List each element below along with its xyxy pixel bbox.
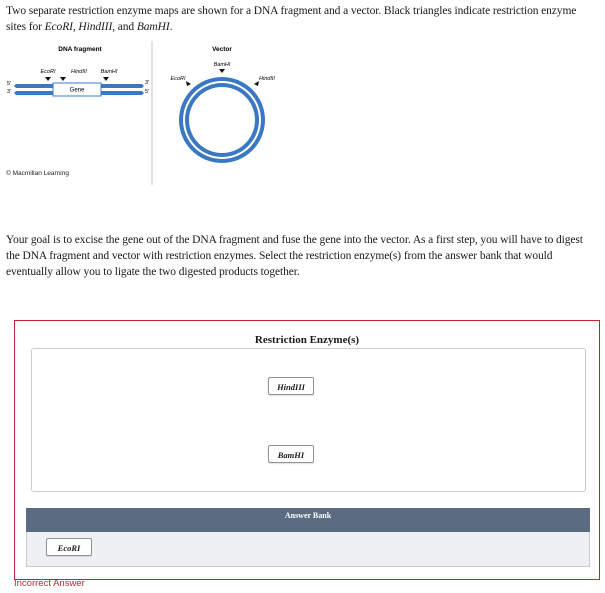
enzyme-name-ecori: EcoRI (44, 21, 73, 33)
question-goal: Your goal is to excise the gene out of the DNA fragment and fuse the gene into the vector. As a first step, you will have to digest the DNA fragment and vector with restriction enzymes. Select the restriction enzyme(s) from the answer bank that would eventually allow you to ligate the two digested products together. (6, 234, 583, 278)
answer-chip-bamhi[interactable]: BamHI (268, 445, 314, 463)
vector-plasmid-center (189, 87, 255, 153)
vector-title: Vector (212, 46, 232, 53)
bamhi-site-triangle (103, 77, 109, 81)
vector-ecori-label: EcoRI (170, 76, 186, 82)
figure-credit: © Macmillan Learning (6, 170, 69, 177)
enzyme-name-hindiii: HindIII (78, 21, 113, 33)
fragment-5prime-left: 5′ (7, 81, 12, 87)
fragment-5prime-right: 5′ (145, 89, 150, 95)
restriction-map-svg (0, 38, 300, 188)
ecori-site-triangle (45, 77, 51, 81)
answer-drop-zone[interactable] (31, 348, 586, 492)
vector-hindiii-label: HindIII (259, 76, 275, 82)
vector-bamhi-label: BamHI (213, 62, 231, 68)
answer-bank-header: Answer Bank (26, 508, 590, 532)
restriction-map-figure (0, 38, 300, 188)
fragment-3prime-right: 3′ (145, 80, 150, 86)
answer-panel (14, 320, 600, 580)
hindiii-site-triangle (60, 77, 66, 81)
fragment-3prime-left: 3′ (7, 89, 12, 95)
feedback-incorrect: Incorrect Answer (14, 578, 85, 589)
drop-zone-title: Restriction Enzyme(s) (254, 334, 360, 346)
vector-ecori-triangle (186, 81, 191, 86)
vector-bamhi-triangle (219, 69, 225, 73)
vector-hindiii-triangle (254, 81, 259, 86)
fragment-hindiii-label: HindIII (71, 69, 87, 75)
bank-chip-ecori[interactable]: EcoRI (46, 538, 92, 556)
answer-bank[interactable] (26, 532, 590, 567)
answer-chip-hindiii[interactable]: HindIII (268, 377, 314, 395)
fragment-title: DNA fragment (58, 46, 102, 53)
question-intro: Two separate restriction enzyme maps are shown for a DNA fragment and a vector. Black triangles indicate restriction enzyme sites for EcoRI, HindIII, and BamHI. (6, 5, 577, 33)
enzyme-name-bamhi: BamHI (136, 21, 170, 33)
fragment-ecori-label: EcoRI (40, 69, 56, 75)
fragment-bamhi-label: BamHI (100, 69, 118, 75)
gene-label: Gene (69, 87, 85, 94)
